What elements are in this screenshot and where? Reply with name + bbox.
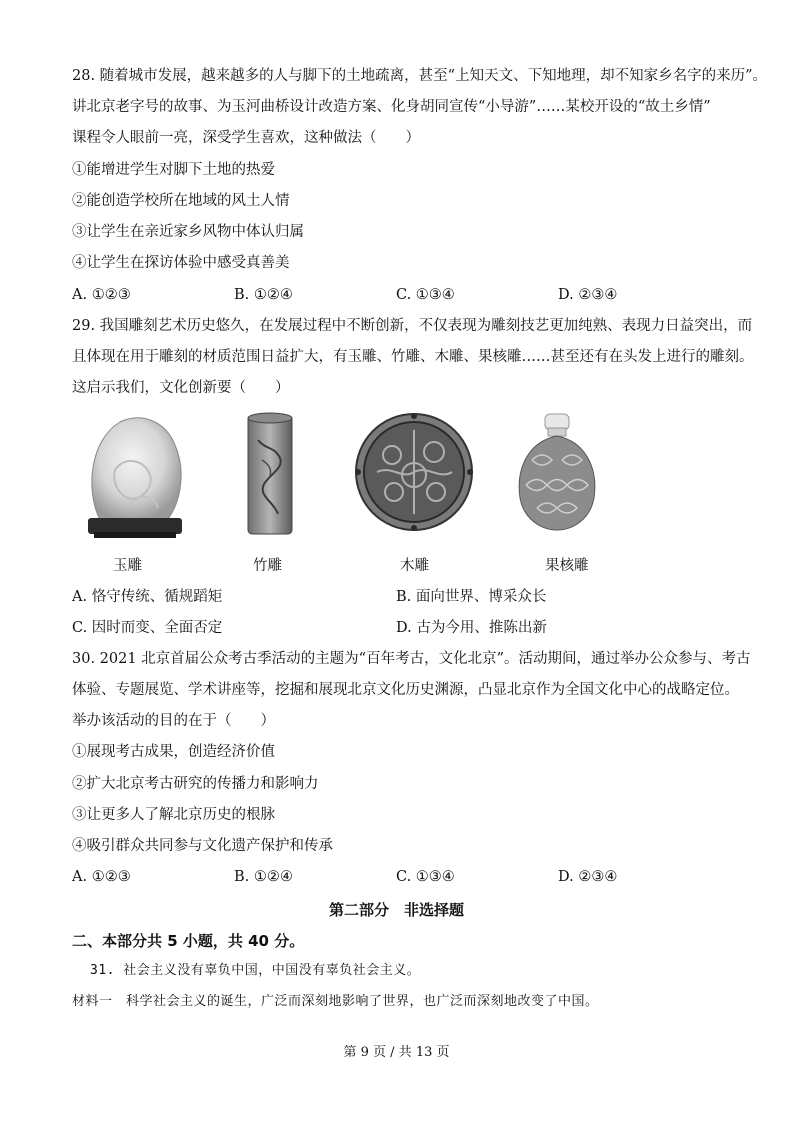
q28-stem-line-3: 课程令人眼前一亮，深受学生喜欢，这种做法（ ）	[72, 130, 420, 146]
q28-item-3: ③让学生在亲近家乡风物中体认归属	[72, 224, 304, 240]
q30-item-3: ③让更多人了解北京历史的根脉	[72, 807, 275, 823]
q28-option-d: D. ②③④	[558, 287, 618, 303]
q30-stem-line-3: 举办该活动的目的在于（ ）	[72, 713, 275, 729]
wood-carving-image	[352, 410, 477, 535]
q28-stem-line-2: 讲北京老字号的故事、为玉河曲桥设计改造方案、化身胡同宣传“小导游”……某校开设的“故土乡情”	[72, 99, 711, 115]
q28-item-1: ①能增进学生对脚下土地的热爱	[72, 162, 275, 178]
caption-fruit-pit: 果核雕	[545, 558, 589, 574]
q30-stem-line-1: 30. 2021 北京首届公众考古季活动的主题为“百年考古，文化北京”。活动期间，通过举办公众参与、考古	[72, 651, 751, 667]
q30-item-2: ②扩大北京考古研究的传播力和影响力	[72, 776, 319, 792]
fruit-pit-carving-image	[512, 410, 602, 535]
q30-option-b: B. ①②④	[234, 869, 293, 885]
q28-option-b: B. ①②④	[234, 287, 293, 303]
section-title: 第二部分 非选择题	[328, 901, 464, 919]
part-title: 二、本部分共 5 小题，共 40 分。	[72, 932, 305, 950]
q30-option-c: C. ①③④	[396, 869, 455, 885]
q29-stem-line-2: 且体现在用于雕刻的材质范围日益扩大，有玉雕、竹雕、木雕、果核雕……甚至还有在头发上进行的雕刻。	[72, 349, 754, 365]
q30-stem-line-2: 体验、专题展览、学术讲座等，挖掘和展现北京文化历史渊源，凸显北京作为全国文化中心的战略定位。	[72, 682, 739, 698]
q28-option-c: C. ①③④	[396, 287, 455, 303]
q31-stem: 31. 社会主义没有辜负中国，中国没有辜负社会主义。	[90, 963, 421, 978]
q30-item-4: ④吸引群众共同参与文化遗产保护和传承	[72, 838, 333, 854]
page-footer: 第 9 页 / 共 13 页	[343, 1045, 450, 1060]
q29-option-c: C. 因时而变、全面否定	[72, 620, 223, 636]
bamboo-carving-image	[240, 410, 300, 540]
q29-option-b: B. 面向世界、博采众长	[396, 589, 547, 605]
caption-wood: 木雕	[400, 558, 429, 574]
q29-stem-line-3: 这启示我们，文化创新要（ ）	[72, 380, 290, 396]
q29-option-d: D. 古为今用、推陈出新	[396, 620, 547, 636]
q29-option-a: A. 恪守传统、循规蹈矩	[72, 589, 223, 605]
caption-jade: 玉雕	[113, 558, 142, 574]
q30-option-a: A. ①②③	[72, 869, 131, 885]
caption-bamboo: 竹雕	[253, 558, 282, 574]
q28-item-2: ②能创造学校所在地域的风土人情	[72, 193, 290, 209]
q28-option-a: A. ①②③	[72, 287, 131, 303]
jade-carving-image	[80, 410, 190, 540]
q29-stem-line-1: 29. 我国雕刻艺术历史悠久，在发展过程中不断创新，不仅表现为雕刻技艺更加纯熟、表现力日益突出，而	[72, 318, 753, 334]
q28-item-4: ④让学生在探访体验中感受真善美	[72, 255, 290, 271]
q28-stem-line-1: 28. 随着城市发展，越来越多的人与脚下的土地疏离，甚至“上知天文、下知地理，却不知家乡名字的来历”。	[72, 68, 767, 84]
q30-item-1: ①展现考古成果，创造经济价值	[72, 744, 275, 760]
q31-material-1: 材料一 科学社会主义的诞生，广泛而深刻地影响了世界，也广泛而深刻地改变了中国。	[72, 994, 599, 1009]
q30-option-d: D. ②③④	[558, 869, 618, 885]
